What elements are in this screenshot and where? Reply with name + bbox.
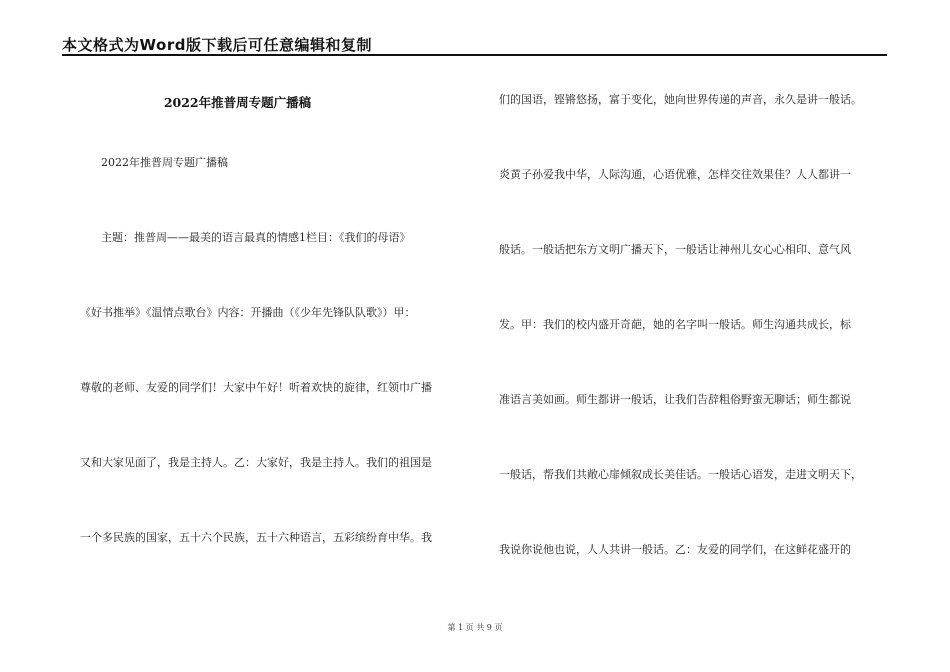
text-line: 炎黄子孙爱我中华，人际沟通，心语优雅，怎样交往效果佳？人人都讲一	[499, 168, 851, 181]
text-line: 发。甲：我们的校内盛开奇葩，她的名字叫一般话。师生沟通共成长，标	[499, 318, 851, 331]
text-line: 又和大家见面了，我是主持人。乙：大家好，我是主持人。我们的祖国是	[80, 456, 432, 469]
document-title: 2022年推普周专题广播稿	[163, 95, 312, 110]
text-line: 准语言美如画。师生都讲一般话，让我们告辞粗俗野蛮无聊话；师生都说	[499, 393, 851, 406]
text-line: 我说你说他也说，人人共讲一般话。乙：友爱的同学们，在这鲜花盛开的	[499, 543, 851, 556]
page-indicator: 第 1 页 共 9 页	[447, 623, 503, 632]
document-banner: 本文格式为Word版下载后可任意编辑和复制	[62, 36, 372, 54]
text-line: 尊敬的老师、友爱的同学们！大家中午好！听着欢快的旋律，红领巾广播	[80, 381, 432, 394]
text-line: 一个多民族的国家，五十六个民族，五十六种语言，五彩缤纷育中华。我	[80, 531, 432, 544]
text-line: 一般话，帮我们共敞心扉倾叙成长美佳话。一般话心语发，走进文明天下，	[499, 468, 862, 481]
text-line: 《好书推举》《温情点歌台》内容：开播曲（《少年先锋队队歌》）甲：	[80, 306, 416, 319]
header-divider	[62, 54, 887, 56]
text-line: 主题：推普周——最美的语言最真的情感1栏目：《我们的母语》	[101, 231, 411, 244]
text-line: 2022年推普周专题广播稿	[101, 156, 228, 169]
text-line: 们的国语，铿锵悠扬，富于变化，她向世界传递的声音，永久是讲一般话。	[499, 93, 862, 106]
text-line: 般话。一般话把东方文明广播天下，一般话让神州儿女心心相印、意气风	[499, 243, 851, 256]
